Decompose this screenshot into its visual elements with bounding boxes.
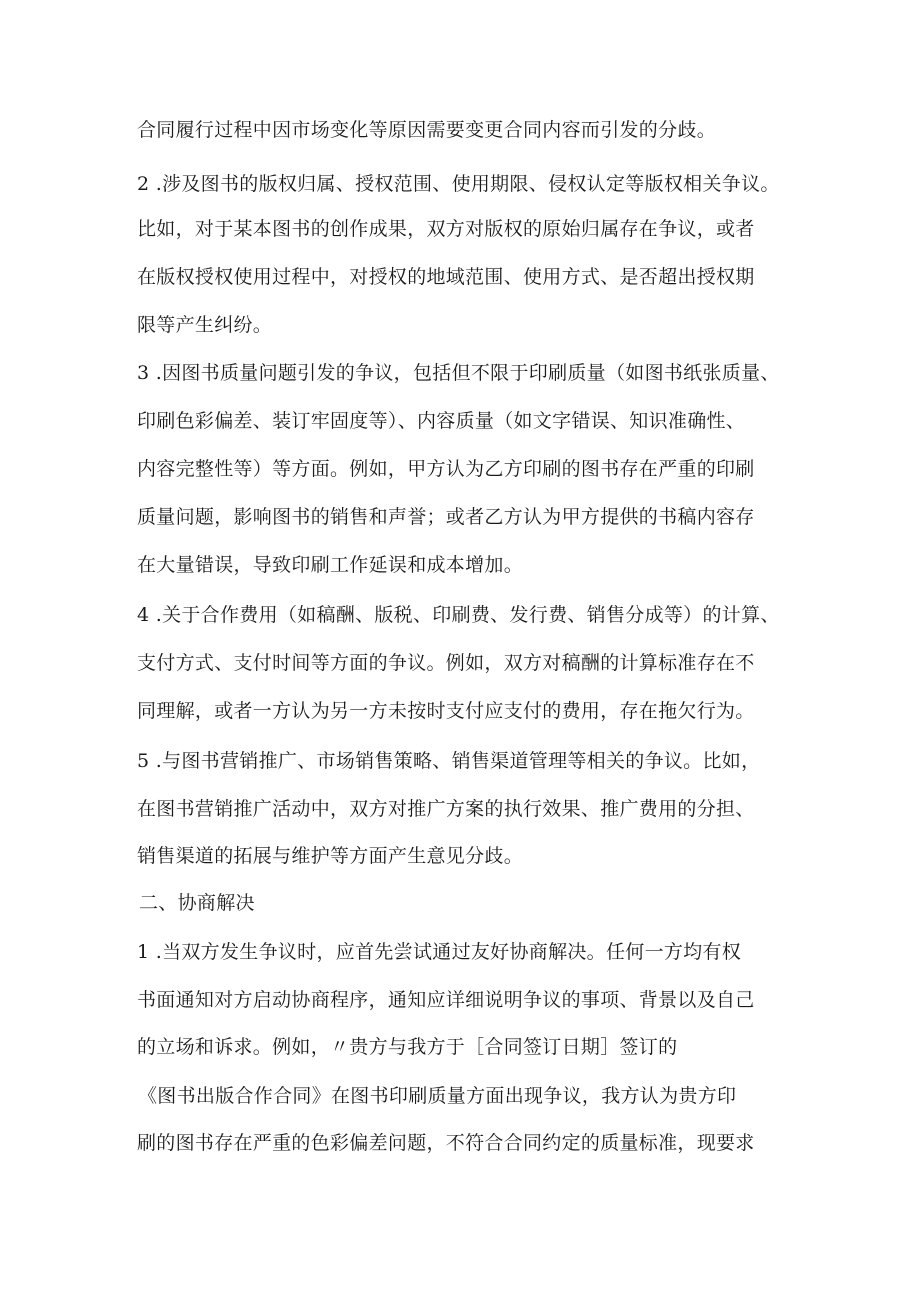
- text-line: 书面通知对方启动协商程序，通知应详细说明争议的事项、背景以及自己: [137, 989, 755, 1011]
- text-line: 质量问题，影响图书的销售和声誉；或者乙方认为甲方提供的书稿内容存: [137, 506, 755, 528]
- text-line: 《图书出版合作合同》在图书印刷质量方面出现争议，我方认为贵方印: [138, 1085, 737, 1107]
- text-line: 比如，对于某本图书的创作成果，双方对版权的原始归属存在争议，或者: [137, 218, 755, 240]
- text-line: 同理解，或者一方认为另一方未按时支付应支付的费用，存在拖欠行为。: [137, 700, 755, 722]
- text-line: 在图书营销推广活动中，双方对推广方案的执行效果、推广费用的分担、: [137, 798, 755, 820]
- text-line: 1 .当双方发生争议时，应首先尝试通过友好协商解决。任何一方均有权: [137, 941, 742, 963]
- text-line: 支付方式、支付时间等方面的争议。例如，双方对稿酬的计算标准存在不: [137, 652, 755, 674]
- text-line: 内容完整性等）等方面。例如，甲方认为乙方印刷的图书存在严重的印刷: [137, 458, 755, 480]
- text-line: 印刷色彩偏差、装订牢固度等）、内容质量（如文字错误、知识准确性、: [137, 410, 746, 432]
- text-line: 销售渠道的拓展与维护等方面产生意见分歧。: [137, 845, 524, 867]
- text-line: 限等产生纠纷。: [137, 314, 273, 336]
- text-line: 合同履行过程中因市场变化等原因需要变更合同内容而引发的分歧。: [137, 119, 717, 141]
- text-line: 在大量错误，导致印刷工作延误和成本增加。: [137, 554, 524, 576]
- text-line: 2 .涉及图书的版权归属、授权范围、使用期限、侵权认定等版权相关争议。: [137, 173, 780, 195]
- text-line: 4 .关于合作费用（如稿酬、版税、印刷费、发行费、销售分成等）的计算、: [137, 604, 780, 626]
- text-line: 在版权授权使用过程中，对授权的地域范围、使用方式、是否超出授权期: [137, 266, 755, 288]
- text-line: 3 .因图书质量问题引发的争议，包括但不限于印刷质量（如图书纸张质量、: [137, 362, 780, 384]
- text-line: 刷的图书存在严重的色彩偏差问题，不符合合同约定的质量标准，现要求: [137, 1132, 755, 1154]
- section-heading: 二、协商解决: [139, 892, 255, 914]
- text-line: 的立场和诉求。例如，〃贵方与我方于［合同签订日期］签订的: [137, 1036, 678, 1058]
- text-line: 5 .与图书营销推广、市场销售策略、销售渠道管理等相关的争议。比如，: [137, 750, 761, 772]
